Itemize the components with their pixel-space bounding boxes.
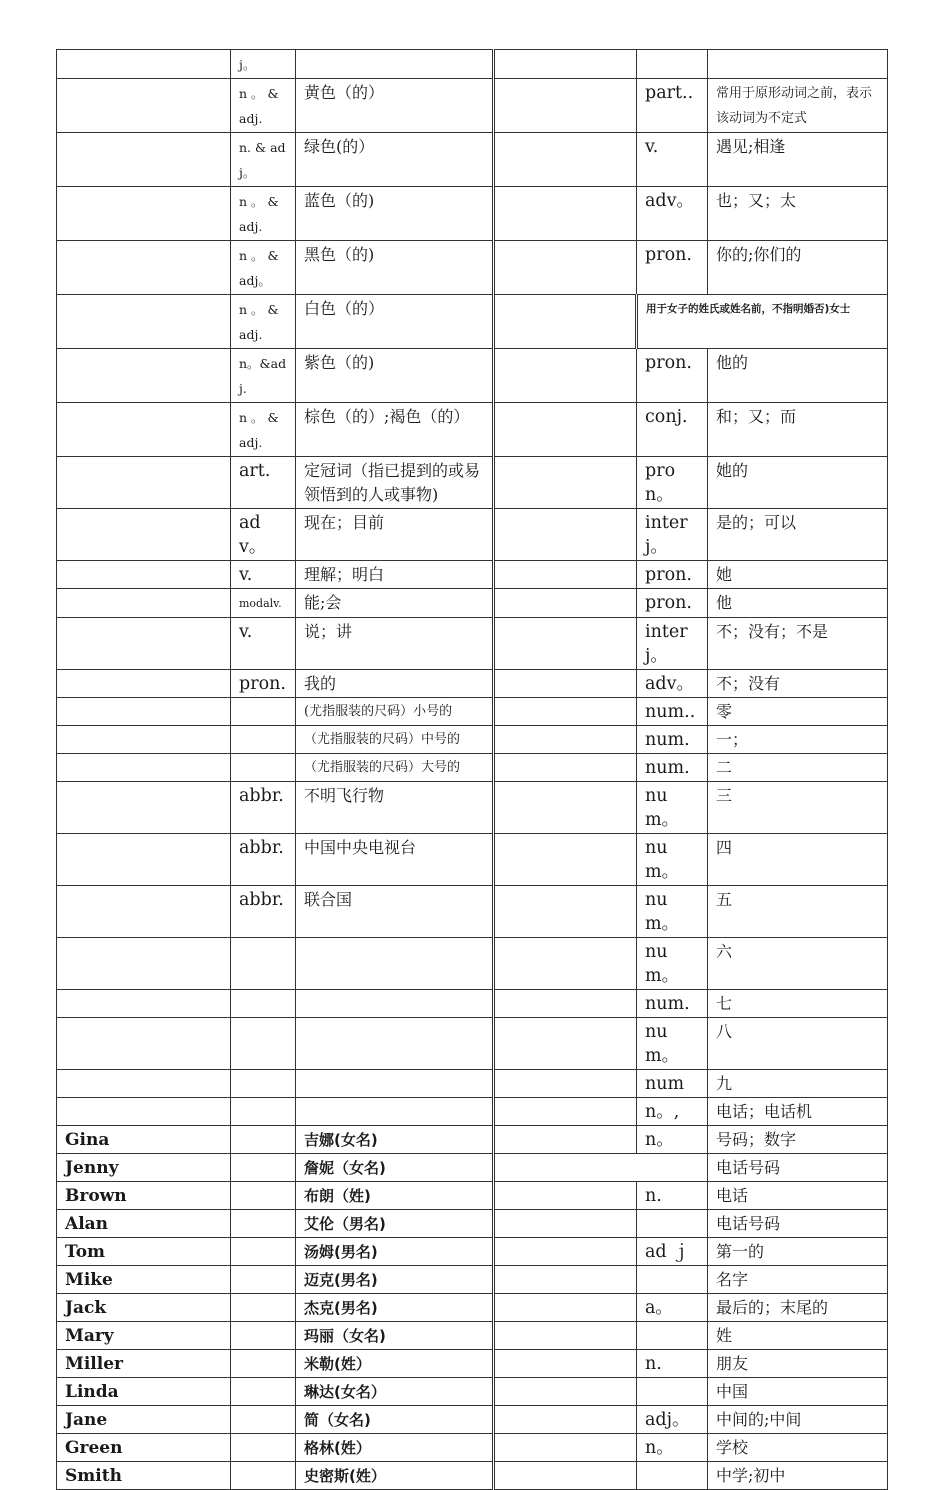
name-cell: Gina — [57, 1126, 231, 1154]
meaning-cell: 史密斯(姓） — [296, 1462, 494, 1490]
pos-cell — [231, 1070, 296, 1098]
table-row — [57, 1322, 888, 1350]
table-row — [57, 670, 888, 698]
word-cell — [494, 1406, 637, 1434]
table-row — [57, 618, 888, 670]
pos-cell: a。 — [637, 1294, 708, 1322]
meaning-cell: 三 — [708, 782, 888, 834]
meaning-cell: 中间的;中间 — [708, 1406, 888, 1434]
meaning-cell: 汤姆(男名) — [296, 1238, 494, 1266]
pos-cell: pron。 — [637, 457, 708, 509]
word-cell — [57, 618, 231, 670]
pos-cell — [231, 1294, 296, 1322]
table-row — [57, 79, 888, 133]
meaning-cell: 遇见;相逢 — [708, 133, 888, 187]
word-cell — [494, 187, 637, 241]
word-cell — [494, 589, 637, 618]
table-row — [57, 241, 888, 295]
meaning-cell: 紫色（的) — [296, 349, 494, 403]
meaning-cell: 她 — [708, 561, 888, 589]
pos-cell — [637, 1378, 708, 1406]
name-cell: Jack — [57, 1294, 231, 1322]
meaning-cell: 说；讲 — [296, 618, 494, 670]
meaning-cell: 玛丽（女名) — [296, 1322, 494, 1350]
pos-cell: v. — [231, 618, 296, 670]
meaning-cell: 黄色（的） — [296, 79, 494, 133]
word-cell — [494, 754, 637, 782]
meaning-cell: (尤指服装的尺码）小号的 — [296, 698, 494, 726]
meaning-cell: 琳达(女名） — [296, 1378, 494, 1406]
word-cell — [494, 886, 637, 938]
word-cell — [494, 726, 637, 754]
meaning-cell: 我的 — [296, 670, 494, 698]
word-cell — [494, 1434, 637, 1462]
word-cell — [494, 1266, 637, 1294]
table-row — [57, 782, 888, 834]
pos-cell — [637, 50, 708, 79]
word-cell — [494, 1294, 637, 1322]
word-cell — [57, 457, 231, 509]
meaning-cell: 不；没有；不是 — [708, 618, 888, 670]
meaning-cell: 迈克(男名) — [296, 1266, 494, 1294]
meaning-cell: 电话；电话机 — [708, 1098, 888, 1126]
name-cell: Alan — [57, 1210, 231, 1238]
word-cell — [57, 589, 231, 618]
table-row — [57, 990, 888, 1018]
pos-cell — [231, 1322, 296, 1350]
word-cell — [494, 1182, 637, 1210]
pos-cell: adv。 — [637, 187, 708, 241]
pos-cell: num. — [637, 726, 708, 754]
pos-cell: num。 — [637, 1018, 708, 1070]
word-cell — [57, 133, 231, 187]
pos-cell — [231, 1182, 296, 1210]
table-row — [57, 754, 888, 782]
pos-cell — [231, 1378, 296, 1406]
table-row — [57, 509, 888, 561]
meaning-cell: 第一的 — [708, 1238, 888, 1266]
table-row — [57, 1070, 888, 1098]
pos-cell: n. — [637, 1182, 708, 1210]
meaning-cell: 中学;初中 — [708, 1462, 888, 1490]
meaning-cell: 现在；目前 — [296, 509, 494, 561]
table-row — [57, 1018, 888, 1070]
table-row — [57, 726, 888, 754]
table-row — [57, 403, 888, 457]
meaning-cell: 他的 — [708, 349, 888, 403]
pos-cell — [637, 1266, 708, 1294]
word-cell — [57, 561, 231, 589]
meaning-cell: 最后的；末尾的 — [708, 1294, 888, 1322]
meaning-cell: 五 — [708, 886, 888, 938]
table-row — [57, 1126, 888, 1154]
name-cell: Smith — [57, 1462, 231, 1490]
word-cell — [494, 561, 637, 589]
pos-cell: abbr. — [231, 834, 296, 886]
pos-cell — [231, 990, 296, 1018]
meaning-cell: 白色（的） — [296, 295, 494, 349]
pos-cell — [231, 754, 296, 782]
meaning-cell: 杰克(男名) — [296, 1294, 494, 1322]
pos-cell: n。 — [637, 1126, 708, 1154]
table-row — [57, 1406, 888, 1434]
pos-cell — [231, 1018, 296, 1070]
pos-cell: num — [637, 1070, 708, 1098]
pos-cell: num。 — [637, 886, 708, 938]
meaning-cell: 棕色（的）;褐色（的） — [296, 403, 494, 457]
meaning-cell: 不明飞行物 — [296, 782, 494, 834]
pos-cell — [231, 1350, 296, 1378]
word-cell — [57, 670, 231, 698]
table-row — [57, 938, 888, 990]
meaning-cell: 他 — [708, 589, 888, 618]
meaning-cell: 姓 — [708, 1322, 888, 1350]
meaning-cell: 四 — [708, 834, 888, 886]
pos-cell: n。&adj. — [231, 349, 296, 403]
word-cell — [57, 349, 231, 403]
meaning-cell: 电话 — [708, 1182, 888, 1210]
word-cell — [494, 1098, 637, 1126]
pos-cell: interj。 — [637, 509, 708, 561]
pos-cell: v. — [231, 561, 296, 589]
meaning-cell: 布朗（姓) — [296, 1182, 494, 1210]
pos-cell: n 。 & adj. — [231, 187, 296, 241]
table-row — [57, 1154, 888, 1182]
word-cell — [494, 403, 637, 457]
pos-cell — [231, 1266, 296, 1294]
meaning-cell: 也；又；太 — [708, 187, 888, 241]
meaning-cell: 八 — [708, 1018, 888, 1070]
meaning-cell: 中国 — [708, 1378, 888, 1406]
table-row — [57, 1238, 888, 1266]
word-cell — [57, 241, 231, 295]
name-cell: Miller — [57, 1350, 231, 1378]
pos-cell — [231, 726, 296, 754]
pos-cell: adv。 — [637, 670, 708, 698]
table-row — [57, 295, 888, 349]
word-cell — [57, 79, 231, 133]
pos-cell — [231, 1126, 296, 1154]
name-cell: Jenny — [57, 1154, 231, 1182]
word-cell — [57, 1070, 231, 1098]
name-cell: Brown — [57, 1182, 231, 1210]
pos-cell — [231, 1210, 296, 1238]
name-cell: Jane — [57, 1406, 231, 1434]
table-row — [57, 1462, 888, 1490]
table-row — [57, 1378, 888, 1406]
word-cell — [57, 1098, 231, 1126]
table-row — [57, 1210, 888, 1238]
word-cell — [494, 1070, 637, 1098]
meaning-cell: 九 — [708, 1070, 888, 1098]
pos-cell: num. — [637, 990, 708, 1018]
pos-cell — [637, 1322, 708, 1350]
word-cell — [57, 509, 231, 561]
table-row — [57, 1434, 888, 1462]
word-cell — [494, 79, 637, 133]
meaning-cell — [296, 50, 494, 79]
meaning-cell: 米勒(姓） — [296, 1350, 494, 1378]
word-cell — [494, 1378, 637, 1406]
word-cell — [57, 886, 231, 938]
word-cell — [494, 1154, 708, 1182]
meaning-cell: 电话号码 — [708, 1154, 888, 1182]
table-row — [57, 187, 888, 241]
pos-cell: conj. — [637, 403, 708, 457]
pos-cell: pron. — [231, 670, 296, 698]
word-cell — [494, 670, 637, 698]
table-row — [57, 349, 888, 403]
table-row — [57, 1294, 888, 1322]
pos-cell: pron. — [637, 561, 708, 589]
name-cell: Mary — [57, 1322, 231, 1350]
meaning-cell: 简（女名) — [296, 1406, 494, 1434]
pos-cell — [231, 1434, 296, 1462]
meaning-cell — [708, 50, 888, 79]
pos-cell: n。, — [637, 1098, 708, 1126]
pos-cell: ad ｊ — [637, 1238, 708, 1266]
pos-cell: num。 — [637, 834, 708, 886]
word-cell — [494, 295, 637, 349]
pos-cell: j。 — [231, 50, 296, 79]
pos-cell: n. — [637, 1350, 708, 1378]
pos-cell: num. — [637, 754, 708, 782]
word-cell — [494, 133, 637, 187]
meaning-cell: 联合国 — [296, 886, 494, 938]
word-cell — [57, 754, 231, 782]
word-cell — [57, 990, 231, 1018]
meaning-cell — [296, 1018, 494, 1070]
table-row — [57, 561, 888, 589]
name-cell: Tom — [57, 1238, 231, 1266]
meaning-cell: 你的;你们的 — [708, 241, 888, 295]
word-cell — [494, 698, 637, 726]
word-cell — [57, 698, 231, 726]
meaning-cell: 格林(姓） — [296, 1434, 494, 1462]
word-cell — [494, 50, 637, 79]
pos-cell: modalv. — [231, 589, 296, 618]
word-cell — [57, 1018, 231, 1070]
meaning-cell: 一； — [708, 726, 888, 754]
table-row — [57, 698, 888, 726]
word-cell — [494, 834, 637, 886]
word-cell — [494, 1126, 637, 1154]
meaning-cell: 詹妮（女名) — [296, 1154, 494, 1182]
pos-cell: abbr. — [231, 886, 296, 938]
table-row — [57, 50, 888, 79]
word-cell — [494, 618, 637, 670]
pos-cell — [637, 1210, 708, 1238]
meaning-cell: 绿色(的） — [296, 133, 494, 187]
meaning-cell: 学校 — [708, 1434, 888, 1462]
pos-cell: part.. — [637, 79, 708, 133]
meaning-cell: 艾伦（男名) — [296, 1210, 494, 1238]
pos-cell: num。 — [637, 782, 708, 834]
pos-cell: adv。 — [231, 509, 296, 561]
meaning-cell: 零 — [708, 698, 888, 726]
meaning-cell: 号码；数字 — [708, 1126, 888, 1154]
meaning-cell — [296, 990, 494, 1018]
meaning-cell: 理解；明白 — [296, 561, 494, 589]
meaning-cell — [296, 1070, 494, 1098]
meaning-cell: 和；又；而 — [708, 403, 888, 457]
word-cell — [57, 782, 231, 834]
meaning-cell: 她的 — [708, 457, 888, 509]
meaning-cell: 二 — [708, 754, 888, 782]
meaning-cell: 电话号码 — [708, 1210, 888, 1238]
word-cell — [57, 403, 231, 457]
pos-cell: n。 — [637, 1434, 708, 1462]
pos-cell: n 。 & adj。 — [231, 241, 296, 295]
meaning-cell: 能;会 — [296, 589, 494, 618]
table-row — [57, 886, 888, 938]
table-row — [57, 133, 888, 187]
meaning-cell: 定冠词（指已提到的或易领悟到的人或事物) — [296, 457, 494, 509]
pos-cell — [231, 1098, 296, 1126]
word-cell — [494, 349, 637, 403]
pos-cell: pron. — [637, 589, 708, 618]
word-cell — [494, 457, 637, 509]
meaning-cell: 名字 — [708, 1266, 888, 1294]
meaning-cell: 不；没有 — [708, 670, 888, 698]
word-cell — [494, 1350, 637, 1378]
pos-cell: interj。 — [637, 618, 708, 670]
pos-cell: art. — [231, 457, 296, 509]
name-cell: Green — [57, 1434, 231, 1462]
meaning-cell: 是的；可以 — [708, 509, 888, 561]
meaning-cell: 中国中央电视台 — [296, 834, 494, 886]
pos-cell — [231, 938, 296, 990]
word-cell — [494, 990, 637, 1018]
pos-cell: n. & adj。 — [231, 133, 296, 187]
meaning-cell: 七 — [708, 990, 888, 1018]
meaning-cell: 蓝色（的) — [296, 187, 494, 241]
table-row — [57, 1182, 888, 1210]
table-row — [57, 1266, 888, 1294]
word-cell — [494, 1238, 637, 1266]
pos-cell: v. — [637, 133, 708, 187]
pos-cell: pron. — [637, 241, 708, 295]
pos-cell: abbr. — [231, 782, 296, 834]
meaning-cell: （尤指服装的尺码）大号的 — [296, 754, 494, 782]
word-cell — [57, 726, 231, 754]
word-cell — [57, 938, 231, 990]
table-row — [57, 1350, 888, 1378]
table-row — [57, 589, 888, 618]
table-row — [57, 834, 888, 886]
pos-cell — [231, 1154, 296, 1182]
name-cell: Linda — [57, 1378, 231, 1406]
word-cell — [494, 938, 637, 990]
meaning-cell — [296, 938, 494, 990]
word-cell — [57, 834, 231, 886]
word-cell — [57, 295, 231, 349]
pos-cell — [231, 1406, 296, 1434]
word-cell — [494, 782, 637, 834]
word-cell — [57, 187, 231, 241]
meaning-cell: （尤指服装的尺码）中号的 — [296, 726, 494, 754]
meaning-cell: 用于女子的姓氏或姓名前，不指明婚否)女士 — [637, 295, 888, 349]
pos-cell: num.. — [637, 698, 708, 726]
pos-cell: n 。 & adj. — [231, 403, 296, 457]
word-cell — [494, 1462, 637, 1490]
pos-cell — [231, 1462, 296, 1490]
table-row — [57, 1098, 888, 1126]
word-cell — [494, 1018, 637, 1070]
pos-cell: n 。 & adj. — [231, 295, 296, 349]
meaning-cell: 黑色（的) — [296, 241, 494, 295]
name-cell: Mike — [57, 1266, 231, 1294]
word-cell — [57, 50, 231, 79]
pos-cell: num。 — [637, 938, 708, 990]
meaning-cell: 吉娜(女名) — [296, 1126, 494, 1154]
word-cell — [494, 1322, 637, 1350]
meaning-cell: 常用于原形动词之前，表示该动词为不定式 — [708, 79, 888, 133]
meaning-cell: 朋友 — [708, 1350, 888, 1378]
pos-cell — [637, 1462, 708, 1490]
word-cell — [494, 241, 637, 295]
meaning-cell: 六 — [708, 938, 888, 990]
pos-cell — [231, 1238, 296, 1266]
word-cell — [494, 509, 637, 561]
table-row — [57, 457, 888, 509]
vocabulary-table — [56, 49, 888, 1490]
pos-cell: adj。 — [637, 1406, 708, 1434]
pos-cell — [231, 698, 296, 726]
meaning-cell — [296, 1098, 494, 1126]
word-cell — [494, 1210, 637, 1238]
pos-cell: pron. — [637, 349, 708, 403]
pos-cell: n 。 & adj. — [231, 79, 296, 133]
